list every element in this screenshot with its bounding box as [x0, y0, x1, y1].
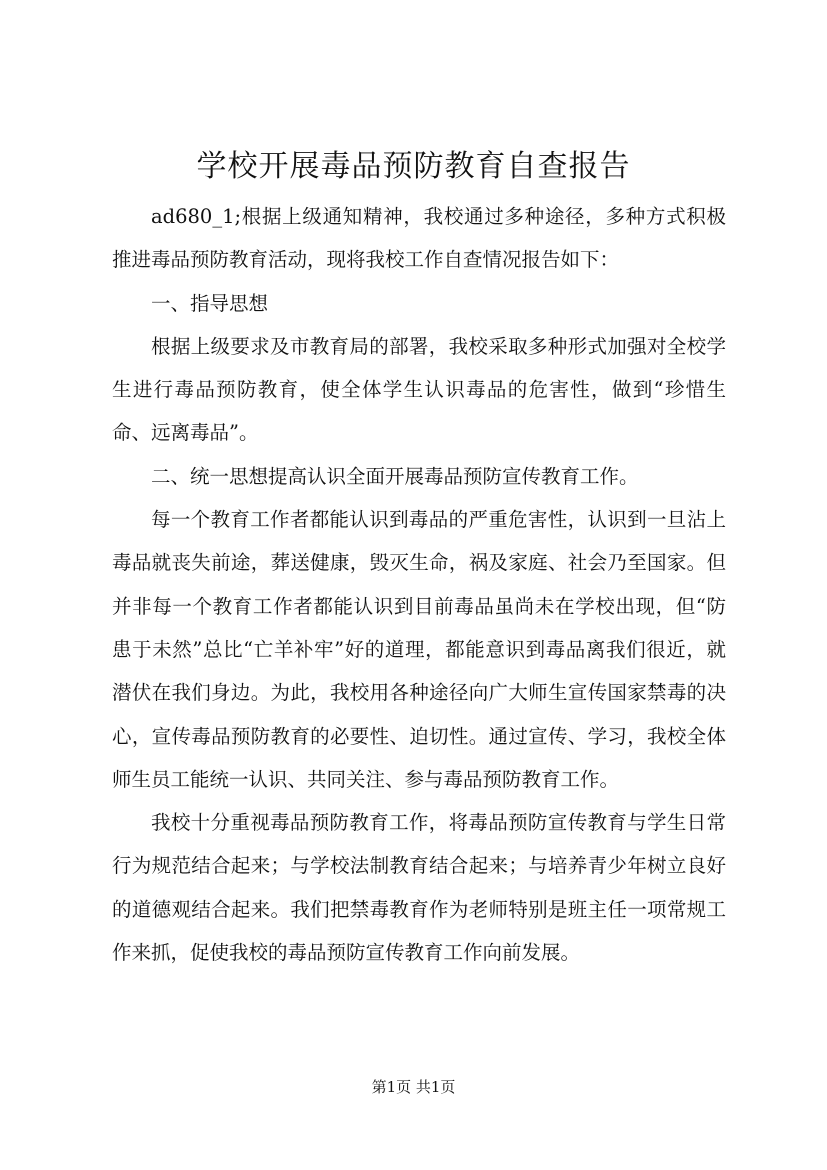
- paragraph-awareness: 每一个教育工作者都能认识到毒品的严重危害性，认识到一旦沾上毒品就丧失前途，葬送健康，毁灭生命，祸及家庭、社会乃至国家。但并非每一个教育工作者都能认识到目前毒品虽尚未在学校出现，但“防患于未然”总比“亡羊补牢”好的道理，都能意识到毒品离我们很近，就潜伏在我们身边。为此，我校用各种途径向广大师生宣传国家禁毒的决心，宣传毒品预防教育的必要性、迫切性。通过宣传、学习，我校全体师生员工能统一认识、共同关注、参与毒品预防教育工作。: [112, 508, 726, 791]
- paragraph-measures: 我校十分重视毒品预防教育工作，将毒品预防宣传教育与学生日常行为规范结合起来；与学校法制教育结合起来；与培养青少年树立良好的道德观结合起来。我们把禁毒教育作为老师特别是班主任一项常规工作来抓，促使我校的毒品预防宣传教育工作向前发展。: [112, 811, 726, 965]
- page-footer: 第1页 共1页: [371, 1078, 456, 1096]
- document-body: [112, 195, 726, 974]
- paragraph-guiding-thought: 根据上级要求及市教育局的部署，我校采取多种形式加强对全校学生进行毒品预防教育，使全体学生认识毒品的危害性，做到“珍惜生命、远离毒品”。: [112, 334, 726, 445]
- section-heading-1: 一、指导思想: [151, 291, 269, 315]
- paragraph-intro: ad680_1;根据上级通知精神，我校通过多种途径，多种方式积极推进毒品预防教育活动，现将我校工作自查情况报告如下：: [112, 205, 726, 272]
- document-title: 学校开展毒品预防教育自查报告: [196, 149, 631, 184]
- section-heading-2: 二、统一思想提高认识全面开展毒品预防宣传教育工作。: [151, 464, 639, 488]
